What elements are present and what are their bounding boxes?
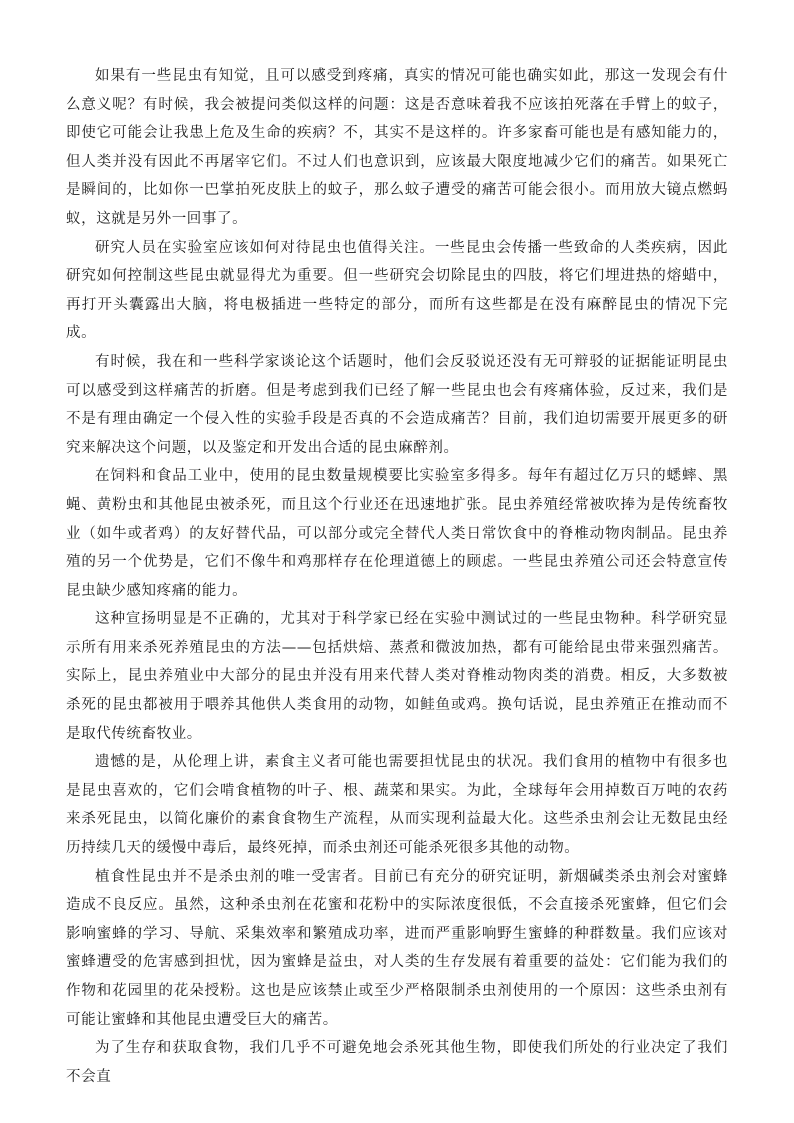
paragraph-4: 在饲料和食品工业中，使用的昆虫数量规模要比实验室多得多。每年有超过亿万只的蟋蟀、黑蝇、黄粉虫和其他昆虫被杀死，而且这个行业还在迅速地扩张。昆虫养殖经常被吹捧为是传统畜牧业（如牛或者鸡）的友好替代品，可以部分或完全替代人类日常饮食中的脊椎动物肉制品。昆虫养殖的另一个优势是，它们不像牛和鸡那样存在伦理道德上的顾虑。一些昆虫养殖公司还会特意宣传昆虫缺少感知疼痛的能力。: [66, 468, 728, 599]
paragraph-7: 植食性昆虫并不是杀虫剂的唯一受害者。目前已有充分的研究证明，新烟碱类杀虫剂会对蜜蜂造成不良反应。虽然，这种杀虫剂在花蜜和花粉中的实际浓度很低，不会直接杀死蜜蜂，但它们会影响蜜蜂的学习、导航、采集效率和繁殖成功率，进而严重影响野生蜜蜂的种群数量。我们应该对蜜蜂遭受的危害感到担忧，因为蜜蜂是益虫，对人类的生存发展有着重要的益处：它们能为我们的作物和花园里的花朵授粉。这也是应该禁止或至少严格限制杀虫剂使用的一个原因：这些杀虫剂有可能让蜜蜂和其他昆虫遭受巨大的痛苦。: [66, 868, 728, 1028]
paragraph-8: 为了生存和获取食物，我们几乎不可避免地会杀死其他生物，即使我们所处的行业决定了我们不会直: [66, 1040, 728, 1085]
paragraph-5: 这种宣扬明显是不正确的，尤其对于科学家已经在实验中测试过的一些昆虫物种。科学研究显示所有用来杀死养殖昆虫的方法——包括烘焙、蒸煮和微波加热，都有可能给昆虫带来强烈痛苦。实际上，昆虫养殖业中大部分的昆虫并没有用来代替人类对脊椎动物肉类的消费。相反，大多数被杀死的昆虫都被用于喂养其他供人类食用的动物，如鲑鱼或鸡。换句话说，昆虫养殖正在推动而不是取代传统畜牧业。: [66, 611, 728, 742]
paragraph-2: 研究人员在实验室应该如何对待昆虫也值得关注。一些昆虫会传播一些致命的人类疾病，因此研究如何控制这些昆虫就显得尤为重要。但一些研究会切除昆虫的四肢，将它们埋进热的熔蜡中，再打开头囊露出大脑，将电极插进一些特定的部分，而所有这些都是在没有麻醉昆虫的情况下完成。: [66, 239, 728, 342]
paragraph-1: 如果有一些昆虫有知觉，且可以感受到疼痛，真实的情况可能也确实如此，那这一发现会有什么意义呢？有时候，我会被提问类似这样的问题：这是否意味着我不应该拍死落在手臂上的蚊子，即使它可能会让我患上危及生命的疾病？不，其实不是这样的。许多家畜可能也是有感知能力的，但人类并没有因此不再屠宰它们。不过人们也意识到，应该最大限度地减少它们的痛苦。如果死亡是瞬间的，比如你一巴掌拍死皮肤上的蚊子，那么蚊子遭受的痛苦可能会很小。而用放大镜点燃蚂蚁，这就是另外一回事了。: [66, 68, 728, 227]
article-body: [66, 62, 728, 1091]
paragraph-6: 遗憾的是，从伦理上讲，素食主义者可能也需要担忧昆虫的状况。我们食用的植物中有很多也是昆虫喜欢的，它们会啃食植物的叶子、根、蔬菜和果实。为此，全球每年会用掉数百万吨的农药来杀死昆虫，以简化廉价的素食食物生产流程，从而实现利益最大化。这些杀虫剂会让无数昆虫经历持续几天的缓慢中毒后，最终死掉，而杀虫剂还可能杀死很多其他的动物。: [66, 754, 728, 857]
paragraph-3: 有时候，我在和一些科学家谈论这个话题时，他们会反驳说还没有无可辩驳的证据能证明昆虫可以感受到这样痛苦的折磨。但是考虑到我们已经了解一些昆虫也会有疼痛体验，反过来，我们是不是有理由确定一个侵入性的实验手段是否真的不会造成痛苦？目前，我们迫切需要开展更多的研究来解决这个问题，以及鉴定和开发出合适的昆虫麻醉剂。: [66, 353, 728, 456]
